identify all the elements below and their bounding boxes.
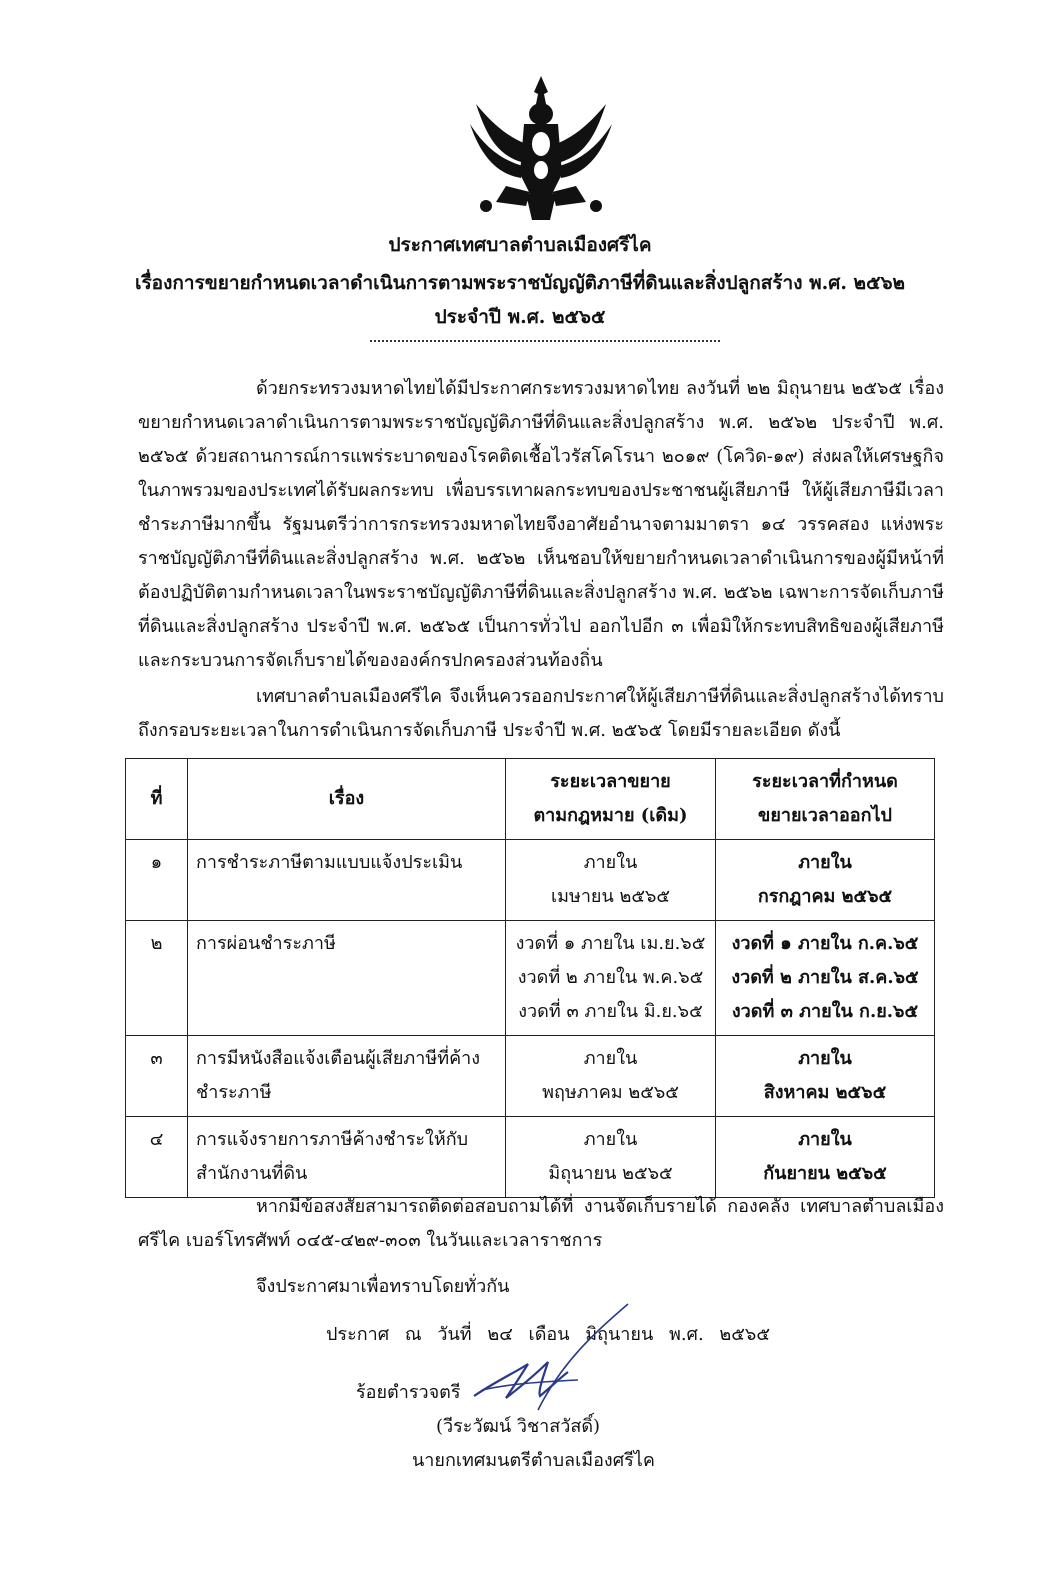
- legal-line: งวดที่ ๒ ภายใน พ.ค.๖๕: [517, 967, 704, 988]
- header-legal-line-1: ระยะเวลาขยาย: [550, 771, 671, 792]
- header-extended-period: [716, 759, 935, 840]
- legal-line: พฤษภาคม ๒๕๖๕: [542, 1082, 679, 1103]
- legal-line: ภายใน: [583, 1048, 638, 1069]
- legal-line: ภายใน: [583, 852, 638, 873]
- row-number: ๒: [126, 921, 188, 1036]
- extended-line: กรกฎาคม ๒๕๖๕: [757, 886, 893, 907]
- extended-line: งวดที่ ๑ ภายใน ก.ค.๖๕: [731, 933, 919, 954]
- body-paragraph-1: [138, 372, 944, 678]
- paragraph-1-text: ด้วยกระทรวงมหาดไทยได้มีประกาศกระทรวงมหาดไทย ลงวันที่ ๒๒ มิถุนายน ๒๕๖๕ เรื่องขยายกำหนดเวลาดำเนินการตามพระราชบัญญัติภาษีที่ดินและสิ่งปลูกสร้าง พ.ศ. ๒๕๖๒ ประจำปี พ.ศ. ๒๕๖๕ ด้วยสถานการณ์การแพร่ระบาดของโรคติดเชื้อไวรัสโคโรนา ๒๐๑๙ (โควิด-๑๙) ส่งผลให้เศรษฐกิจในภาพรวมของประเทศได้รับผลกระทบ เพื่อบรรเทาผลกระทบของประชาชนผู้เสียภาษี ให้ผู้เสียภาษีมีเวลาชำระภาษีมากขึ้น รัฐมนตรีว่าการกระทรวงมหาดไทยจึงอาศัยอำนาจตามมาตรา ๑๔ วรรคสอง แห่งพระราชบัญญัติภาษีที่ดินและสิ่งปลูกสร้าง พ.ศ. ๒๕๖๒ เห็นชอบให้ขยายกำหนดเวลาดำเนินการของผู้มีหน้าที่ต้องปฏิบัติตามกำหนดเวลาในพระราชบัญญัติภาษีที่ดินและสิ่งปลูกสร้าง พ.ศ. ๒๕๖๒ เฉพาะการจัดเก็บภาษีที่ดินและสิ่งปลูกสร้าง ประจำปี พ.ศ. ๒๕๖๕ เป็นการทั่วไป ออกไปอีก ๓ เพื่อมิให้กระทบสิทธิของผู้เสียภาษี และกระบวนการจัดเก็บรายได้ขององค์กรปกครองส่วนท้องถิ่น: [138, 378, 944, 671]
- extended-line: งวดที่ ๒ ภายใน ส.ค.๖๕: [731, 967, 919, 988]
- paragraph-2-text: เทศบาลตำบลเมืองศรีไค จึงเห็นควรออกประกาศให้ผู้เสียภาษีที่ดินและสิ่งปลูกสร้างได้ทราบถึงกรอบระยะเวลาในการดำเนินการจัดเก็บภาษี ประจำปี พ.ศ. ๒๕๖๕ โดยมีรายละเอียด ดังนี้: [138, 686, 944, 741]
- contact-text: หากมีข้อสงสัยสามารถติดต่อสอบถามได้ที่ งานจัดเก็บรายได้ กองคลัง เทศบาลตำบลเมืองศรีไค เบอร์โทรศัพท์ ๐๔๕-๔๒๙-๓๐๓ ในวันและเวลาราชการ: [138, 1196, 944, 1251]
- header-divider: [370, 340, 720, 342]
- legal-line: งวดที่ ๑ ภายใน เม.ย.๖๕: [515, 933, 706, 954]
- header-legal-period: [506, 759, 716, 840]
- header-line-1: ประกาศเทศบาลตำบลเมืองศรีไค: [388, 234, 652, 256]
- schedule-table: [125, 758, 935, 1198]
- announce-date: ประกาศ ณ วันที่ ๒๔ เดือน มิถุนายน พ.ศ. ๒๕๖๕: [326, 1324, 770, 1345]
- garuda-emblem-icon: [466, 74, 616, 222]
- header-extended-line-2: ขยายเวลาออกไป: [758, 805, 892, 826]
- row-legal-period: [506, 921, 716, 1036]
- header-extended-line-1: ระยะเวลาที่กำหนด: [752, 771, 898, 792]
- announce-line: จึงประกาศมาเพื่อทราบโดยทั่วกัน: [256, 1276, 510, 1297]
- row-subject: การชำระภาษีตามแบบแจ้งประเมิน: [188, 840, 506, 921]
- header-no: ที่: [126, 759, 188, 840]
- contact-paragraph: [138, 1190, 944, 1258]
- legal-line: ภายใน: [583, 1129, 638, 1150]
- row-number: ๓: [126, 1036, 188, 1117]
- signature-mark-icon: [468, 1300, 633, 1420]
- extended-line: กันยายน ๒๕๖๕: [763, 1163, 887, 1184]
- extended-line: ภายใน: [798, 1129, 852, 1150]
- signer-rank: ร้อยตำรวจตรี: [356, 1382, 461, 1403]
- table-header-row: [126, 759, 935, 840]
- header-legal-line-2: ตามกฎหมาย (เดิม): [533, 805, 688, 826]
- legal-line: มิถุนายน ๒๕๖๕: [548, 1163, 673, 1184]
- row-legal-period: [506, 1036, 716, 1117]
- row-subject: การผ่อนชำระภาษี: [188, 921, 506, 1036]
- row-legal-period: [506, 1117, 716, 1198]
- body-paragraph-2: [138, 680, 944, 748]
- table-row: [126, 1117, 935, 1198]
- legal-line: เมษายน ๒๕๖๕: [550, 886, 671, 907]
- row-number: ๑: [126, 840, 188, 921]
- row-extended-period: [716, 921, 935, 1036]
- table-row: [126, 921, 935, 1036]
- extended-line: ภายใน: [798, 852, 852, 873]
- row-number: ๔: [126, 1117, 188, 1198]
- signer-name: (วีระวัฒน์ วิชาสวัสดิ์): [436, 1416, 601, 1437]
- header-line-3: ประจำปี พ.ศ. ๒๕๖๕: [434, 306, 606, 328]
- extended-line: สิงหาคม ๒๕๖๕: [763, 1082, 887, 1103]
- table-row: [126, 1036, 935, 1117]
- header-subject: เรื่อง: [188, 759, 506, 840]
- table-row: [126, 840, 935, 921]
- legal-line: งวดที่ ๓ ภายใน มิ.ย.๖๕: [518, 1001, 703, 1022]
- signer-position: นายกเทศมนตรีตำบลเมืองศรีไค: [412, 1450, 655, 1471]
- row-extended-period: [716, 840, 935, 921]
- row-extended-period: [716, 1036, 935, 1117]
- header-line-2: เรื่องการขยายกำหนดเวลาดำเนินการตามพระราชบัญญัติภาษีที่ดินและสิ่งปลูกสร้าง พ.ศ. ๒๕๖๒: [134, 272, 906, 294]
- row-subject: การแจ้งรายการภาษีค้างชำระให้กับสำนักงานที่ดิน: [188, 1117, 506, 1198]
- row-legal-period: [506, 840, 716, 921]
- row-subject: การมีหนังสือแจ้งเตือนผู้เสียภาษีที่ค้างชำระภาษี: [188, 1036, 506, 1117]
- extended-line: ภายใน: [798, 1048, 852, 1069]
- extended-line: งวดที่ ๓ ภายใน ก.ย.๖๕: [731, 1001, 919, 1022]
- row-extended-period: [716, 1117, 935, 1198]
